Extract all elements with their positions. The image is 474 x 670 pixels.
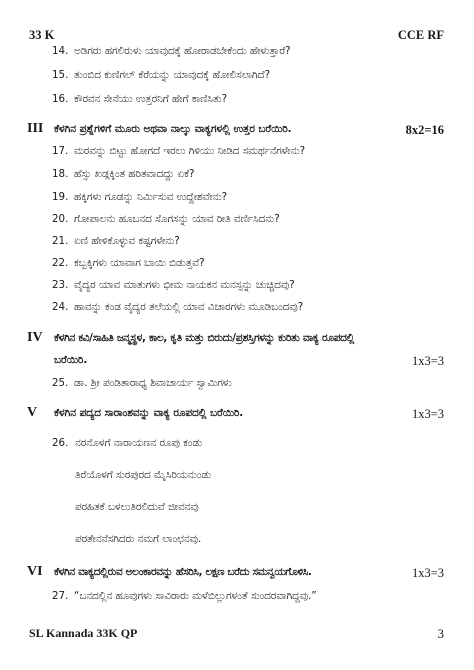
poem-line: ನರನೊಳಗೆ ನಾರಾಯಣನ ರೂಪು ಕಂಡು (75, 437, 203, 449)
question-17 (52, 145, 305, 158)
question-19 (52, 191, 227, 204)
question-22 (52, 257, 205, 270)
paper-type: CCE RF (397, 28, 444, 42)
question-23 (52, 279, 295, 292)
section-6-instruction: ಕೆಳಗಿನ ವಾಕ್ಯದಲ್ಲಿರುವ ಅಲಂಕಾರವನ್ನು ಹೆಸರಿಸಿ, ಲಕ್ಷಣ ಬರೆದು ಸಮನ್ವಯಗೊಳಿಸಿ. (54, 566, 312, 578)
page-number: 3 (437, 626, 444, 641)
question-20 (52, 213, 280, 226)
question-text: ಡಾ. ಶ್ರೀ ಪಂಡಿತಾರಾಧ್ಯ ಶಿವಾಚಾರ್ಯ ಸ್ವಾಮಿಗಳು (74, 377, 232, 389)
question-number: 14. (52, 45, 69, 57)
question-number: 27. (52, 590, 69, 602)
question-25 (52, 377, 232, 390)
question-number: 18. (52, 168, 69, 180)
question-24 (52, 301, 303, 314)
question-number: 20. (52, 213, 69, 225)
section-6-marks: 1x3=3 (411, 566, 444, 580)
section-3-marks: 8x2=16 (405, 123, 444, 137)
question-27 (52, 590, 317, 603)
question-26-number: 26. (52, 437, 69, 449)
question-number: 15. (52, 69, 69, 81)
question-number: 25. (52, 377, 69, 389)
footer-paper-name: SL Kannada 33K QP (29, 626, 138, 640)
section-4-instruction-line1: ಕೆಳಗಿನ ಕವಿ/ಸಾಹಿತಿ ಜನ್ಮಸ್ಥಳ, ಕಾಲ, ಕೃತಿ ಮತ್ತು ಬಿರುದು/ಪ್ರಶಸ್ತಿಗಳನ್ನು ಕುರಿತು ವಾಕ್ಯ ರೂಪದಲ್ಲಿ (54, 332, 355, 344)
question-text: ಏಣಿ ಹೇಳಿಕೊಳ್ಳುವ ಕಷ್ಟಗಳೇನು? (74, 235, 180, 247)
question-16 (52, 93, 227, 106)
question-text: ತುಂಬಿದ ಕುಣಿಗಲ್ ಕೆರೆಯನ್ನು ಯಾವುದಕ್ಕೆ ಹೋಲಿಸಲಾಗಿದೆ? (74, 69, 271, 81)
question-number: 21. (52, 235, 69, 247)
section-6-numeral: VI (27, 564, 43, 579)
question-number: 23. (52, 279, 69, 291)
section-4-marks: 1x3=3 (411, 354, 444, 368)
section-5-instruction: ಕೆಳಗಿನ ಪದ್ಯದ ಸಾರಾಂಶವನ್ನು ವಾಕ್ಯ ರೂಪದಲ್ಲಿ ಬರೆಯಿರಿ. (54, 407, 244, 419)
section-5-marks: 1x3=3 (411, 407, 444, 421)
question-text: ಮರವನ್ನು ಬಿಟ್ಟು ಹೋಗದೆ ಇರಲು ಗಿಳಿಯು ನೀಡಿದ ಸಮರ್ಥನೆಗಳೇನು? (74, 145, 306, 157)
question-number: 16. (52, 93, 69, 105)
question-number: 22. (52, 257, 69, 269)
question-21 (52, 235, 180, 248)
section-4-numeral: IV (27, 330, 43, 345)
question-text: ವೈದ್ಯರ ಯಾವ ಮಾತುಗಳು ಭೀಮ ನಾಯಕನ ಮನಸ್ಸನ್ನು ಚುಚ್ಚಿದವು? (74, 279, 295, 291)
section-3-numeral: III (27, 121, 44, 136)
question-number: 17. (52, 145, 69, 157)
question-text: ಗೋಪಾಲನು ಹೂಬನದ ಸೊಗಸನ್ನು ಯಾವ ರೀತಿ ವರ್ಣಿಸಿದನು? (74, 213, 280, 225)
question-text: ಹೆಸ್ಸು ಖಡ್ಗಕ್ಕಿಂತ ಹರಿತವಾದದ್ದು ಏಕೆ? (74, 168, 195, 180)
question-text: ಕಬ್ಬಕ್ಕಿಗಳು ಯಾವಾಗ ಬಾಯಿ ಬಿಡುತ್ತವೆ? (74, 257, 205, 269)
question-text: ಕೌರವನ ಸೇನೆಯು ಉತ್ತರನಿಗೆ ಹೇಗೆ ಕಾಣಿಸಿತು? (74, 93, 228, 105)
poem-line: ಪರತೇನನೆಸಗಿದರು ನಮಗೆ ಲಾಂಛನವು. (75, 533, 202, 545)
question-text: ಅಡಿಗರು ಹಗಲಿರುಳು ಯಾವುದಕ್ಕೆ ಹೋರಾಡಬೇಕೆಂದು ಹೇಳುತ್ತಾರೆ? (74, 45, 291, 57)
question-text: “ಬನದಲ್ಲಿನ ಹೂವುಗಳು ಸಾವಿರಾರು ಮಳೆಬಿಲ್ಲುಗಳಂತೆ ಸುಂದರವಾಗಿದ್ದವು.” (74, 590, 317, 602)
paper-code: 33 K (29, 28, 55, 42)
question-text: ಹಾವನ್ನು ಕಂಡ ವೈದ್ಯರ ತಲೆಯಲ್ಲಿ ಯಾವ ವಿಚಾರಗಳು ಮೂಡಿಬಂದವು? (74, 301, 304, 313)
poem-line: ತಿರೆಯೊಳಗೆ ಸುರಪುರದ ಮೈಸಿರಿಯನುಂಡು (75, 469, 212, 481)
question-15 (52, 69, 270, 82)
section-4-instruction-line2: ಬರೆಯಿರಿ. (54, 354, 88, 366)
question-18 (52, 168, 195, 181)
question-number: 19. (52, 191, 69, 203)
question-number: 24. (52, 301, 69, 313)
question-14 (52, 45, 291, 58)
question-text: ಹಕ್ಕಿಗಳು ಗೂಡನ್ನು ನಿರ್ಮಿಸುವ ಉದ್ದೇಶವೇನು? (74, 191, 228, 203)
section-3-instruction: ಕೆಳಗಿನ ಪ್ರಶ್ನೆಗಳಿಗೆ ಮೂರು ಅಥವಾ ನಾಲ್ಕು ವಾಕ್ಯಗಳಲ್ಲಿ ಉತ್ತರ ಬರೆಯಿರಿ. (54, 123, 292, 135)
poem-line: ಪರಹಿತಕೆ ಬಳಲುತಿರಲಿದುವೆ ಜೀವನವು (75, 501, 199, 513)
section-5-numeral: V (27, 405, 38, 420)
